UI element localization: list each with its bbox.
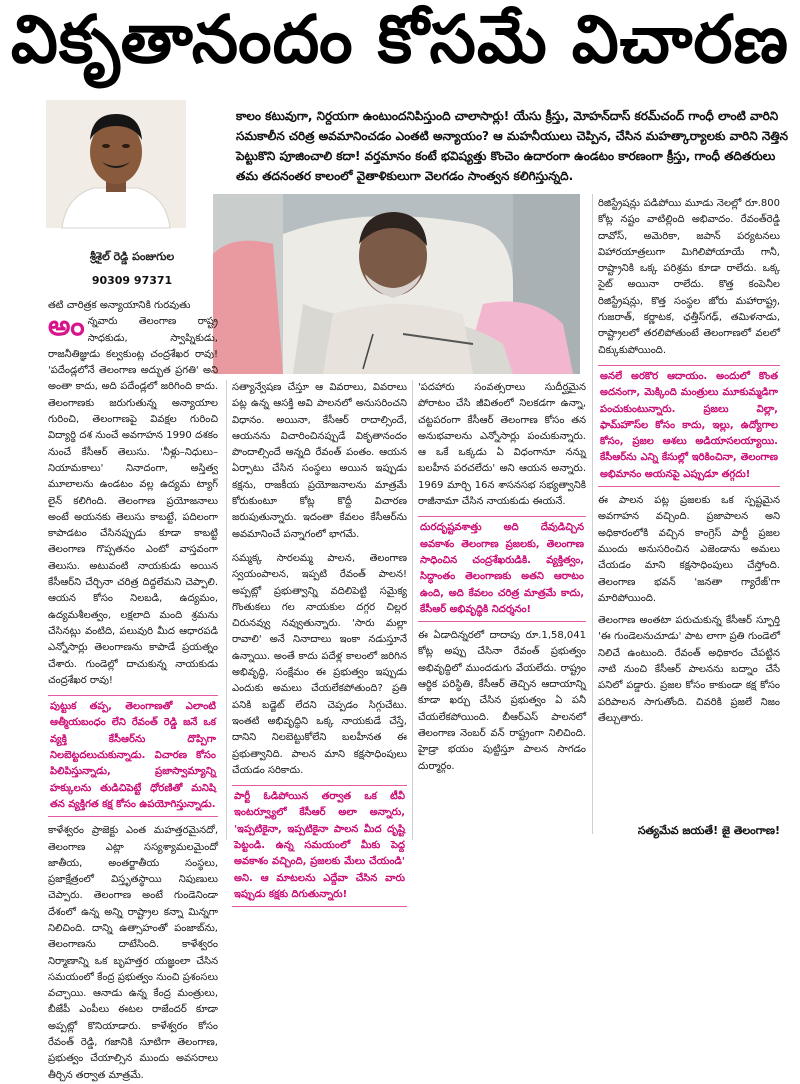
column-divider bbox=[592, 194, 593, 834]
column-3-pull-quote: దురదృష్టవశాత్తు అది దేవుడిచ్చిన అవకాశం తెలంగాణ ప్రజలకు, తెలంగాణ సాధించిన చంద్రశేఖరుడికి. వ్యక్తిత్వం, సిద్ధాంతం తెలంగాణకు అతని ఆరాటం ఉంది, అది కేవలం చరిత్ర మాత్రమే కాదు, కేసీఆర్ అభివృద్ధికి నిదర్శనం! bbox=[418, 516, 586, 622]
column-4 bbox=[598, 196, 780, 727]
article-signoff: సత్యమేవ జయతే! జై తెలంగాణ! bbox=[637, 824, 780, 837]
column-4-paragraph-1: రిజిస్ట్రేషన్లు పడిపోయి మూడు నెలల్లో రూ.800 కోట్ల నష్టం వాటిల్లింది అభివాదం. రేవంత్‌రెడ్డి దావోస్, అమెరికా, జపాన్ పర్యటనలు విహారయాత్రలుగా మిగిలిపోయాయే గానీ, రాష్ట్రానికి ఒక్క పరిశ్రమ కూడా రాలేదు. ఒక్క సైట్ అయినా రాలేదు. కొత్త కంపెనీల రిజిస్ట్రేషన్లు, కొత్త సంస్థల జోరు మహారాష్ట్ర, గుజరాత్, కర్ణాటక, ఛత్తీస్‌గఢ్, తమిళనాడు, రాష్ట్రాలలో తరలిపోతుంటే తెలంగాణలో వలలో చిక్కుకుపోయింది. bbox=[598, 198, 780, 356]
column-3-paragraph-1: 'పదహారు సంవత్సరాలు సుదీర్ఘమైన పోరాటం చేసి జీవితంలో నిలకడగా ఉన్నా, చట్టపరంగా కేసీఆర్ తెలంగాణ కోసం తన అనుభవాలను ఎన్నోసార్లు పంచుకున్నారు. ఆ ఒకే ఒక్కడు ఏ విధంగానూ నన్ను బలహీన పరచలేదు' అని ఆయన అన్నారు. 1969 మార్చి 16న శాసనసభ సభ్యత్వానికి రాజీనామా చేసిన నాయకుడు ఈయనే. bbox=[418, 382, 586, 508]
column-2-paragraph-2: సమ్మక్క సారలమ్మ పాలన, తెలంగాణ స్వయంపాలన, ఇప్పటి రేవంత్ పాలన! అప్పట్లో ప్రభుత్వాన్ని వదిలిపెట్టి సమైక్య గొంతుకలు గల నాయకుల దగ్గర చిల్లర చిరునవ్వు నవ్వుతున్నారు. 'సారు మల్లా రావాలి' అనే నినాదాలు ఇంకా నడుస్తూనే ఉన్నాయి. అంతే కాదు పదేళ్ల కాలంలో జరిగిన అభివృద్ధి, సంక్షేమం ఈ ప్రభుత్వం ఇప్పుడు ఎందుకు అమలు చేయలేకపోతుంది? ప్రతి పనికి బడ్జెట్ లేదని చెప్పడం సిగ్గుచేటు. ఇంతటి అభివృద్ధిని ఒక్క నాయకుడే చేస్తే, దానిని నిలబెట్టుకోలేని బలహీనత ఈ ప్రభుత్వానిది. పాలన మాని కక్షసాధింపులు చేయడం సరికాదు. bbox=[232, 552, 407, 776]
column-4-pull-quote: అనలే అరకొర ఆదాయం. అందులో కొంత అదనంగా, మెక్కింది మంత్రులు మూకుమ్మడిగా పంచుకుంటున్నారు. ప్రజలు విల్లా, ఫామ్‌హౌస్‌ల కోసం కాదు, ఇల్లు, ఉద్యోగాల కోసం, ప్రజల ఆశలు అడియాసలయ్యాయి. కేసీఆర్‌ను ఎన్ని కేసుల్లో ఇరికించినా, తెలంగాణ అభిమానం అయనపై ఎప్పుడూ తగ్గదు! bbox=[598, 365, 780, 487]
column-2-pull-quote: పార్టీ ఓడిపోయిన తర్వాత ఒక టీవీ ఇంటర్వ్యూలో కేసీఆర్ అలా అన్నారు, 'ఇప్పటికైనా, ఇప్పటికైనా పాలన మీద దృష్టి పెట్టండి. ఉన్న సమయంలో మీకు పెద్ద అవకాశం వచ్చింది, ప్రజలకు మేలు చేయండి' అని. ఆ మాటలను ఎద్దేవా చేసిన వారు ఇప్పుడు కక్షకు దిగుతున్నారు! bbox=[232, 785, 407, 907]
column-divider bbox=[226, 380, 227, 840]
drop-cap: అం bbox=[48, 309, 85, 343]
column-1 bbox=[48, 298, 218, 1081]
author-name: శ్రీశైల్ రెడ్డి పంజుగుల bbox=[89, 250, 175, 263]
article-deck: కాలం కటువుగా, నిర్దయగా ఉంటుందనిపిస్తుంది చాలాసార్లు! యేసు క్రీస్తు, మోహన్‌దాస్ కరమ్‌చంద్ గాంధీ లాంటి వారిని సమకాలీన చరిత్ర అవమానించడం ఎంతటి అన్యాయం? ఆ మహనీయులు చెప్పిన, చేసిన మహత్కార్యాలకు వారిని నెత్తిన పెట్టుకొని పూజించాలి కదా! వర్తమానం కంటే భవిష్యత్తు కొంచెం ఉదారంగా ఉండటం కారణంగా క్రీస్తు, గాంధీ తదితరులు తమ తదనంతర కాలంలో వైతాళికులుగా వెలగడం సాంత్వన కలిగిస్తున్నది. bbox=[236, 109, 789, 183]
column-4-paragraph-3: తెలంగాణ అంతటా పరుచుకున్న కేసీఆర్ స్ఫూర్తి 'ఈ గుండెలనుచూడు' పాట లాగా ప్రతి గుండెలో నిలిచే ఉంటుంది. రేవంత్ అధికారం చేపట్టిన నాటి నుంచి కేసీఆర్ పాలనను బద్నాం చేసే పనిలో పడ్డారు. ప్రజల కోసం కాకుండా కక్ష కోసం పరిపాలన సాగుతోంది. చివరికి ప్రజలే నిజం తేల్చుతారు. bbox=[598, 615, 780, 724]
byline bbox=[52, 250, 212, 287]
column-2-paragraph-1: సత్యాన్వేషణ చేస్తూ ఆ వివరాలు, వివరాలు పట్ల ఉన్న ఆసక్తి అవి పాలనలో అనుసరించని విధానం. అయినా, కేసీఆర్ రాదాల్సిందే, ఆయనను విచారించినప్పుడే వికృతానందం పొందాల్సిందే అన్నది రేవంత్ పంతం. ఆయన ఏర్పాటు చేసిన సంస్థలు అయిన ఇప్పుడు కక్షను, రాజకీయ ప్రయోజనాలను మాత్రమే కోరుకుంటూ కోట్ల కొద్దీ విచారణ జరుపుతున్నారు. ఇదంతా కేవలం కేసీఆర్‌ను అవమానించే పన్నాగంలో భాగమే. bbox=[232, 382, 407, 540]
author-photo bbox=[46, 100, 186, 228]
column-4-paragraph-2: ఈ పాలన పట్ల ప్రజలకు ఒక స్పష్టమైన అవగాహన వచ్చింది. ప్రజాపాలన అని అధికారంలోకి వచ్చిన కాంగ్రెస్ పార్టీ ప్రజల ముందు అనుసరించిన ఎజెండాను అమలు చేయడం మాని కక్షసాధింపులు చేస్తోంది. తెలంగాణ భవన్ 'జనతా గ్యారేజ్'గా మారిపోయింది. bbox=[598, 495, 780, 604]
column-3-paragraph-2: ఈ ఏడాదిన్నరలో దాదాపు రూ.1,58,041 కోట్ల అప్పు చేసినా రేవంత్ ప్రభుత్వం అభివృద్ధిలో ముందడుగు వేయలేదు. రాష్ట్రం ఆర్థిక పరిస్థితి, కేసీఆర్ తెచ్చిన ఆదాయాన్ని కూడా ఖర్చు చేసిన ప్రభుత్వం ఏ పనీ చేయలేకపోయింది. బీఆర్ఎస్ పాలనలో తెలంగాణ నెంబర్ వన్ రాష్ట్రంగా నిలిచింది. హైడ్రా భయం పుట్టిస్తూ పాలన సాగడం దుర్మార్గం. bbox=[418, 630, 586, 772]
column-2 bbox=[232, 380, 407, 900]
column-1-intro: తటి చారిత్రక అన్యాయానికి గురవుతు bbox=[48, 300, 191, 311]
hospital-photo bbox=[213, 194, 580, 374]
column-1-pull-quote: పుట్టుక తప్ప, తెలంగాణతో ఎలాంటి ఆత్మీయబంధం లేని రేవంత్ రెడ్డి జనే ఒక వ్యక్తి కేసీఆర్‌ను దొప్పిగా నిలబెట్టదలుచుకున్నాడు. విచారణ కోసం పిలిపిస్తున్నాడు, ప్రజాస్వామ్యాన్ని హక్కులను తుడిచిపెట్టే ధోరణితో మనిషి తన వ్యక్తిగత కక్ష కోసం ఉపయోగిస్తున్నాడు. bbox=[48, 695, 218, 817]
column-divider bbox=[412, 380, 413, 840]
author-phone: 90309 97371 bbox=[91, 274, 173, 287]
column-1-paragraph-2: కాళేశ్వరం ప్రాజెక్టు ఎంత మహత్తరమైనదో, తెలంగాణ ఎట్లా సస్యశ్యామలమైందో జాతీయ, అంతర్జాతీయ సంస్థలు, ప్రజాక్షేత్రంలో విస్తృతస్థాయి నిపుణులు చెప్పారు. తెలంగాణ అంటే గుండెనిండా దేశంలో ఉన్న అన్ని రాష్ట్రాల కన్నా మిన్నగా నిలిచింది. దాన్ని ఉత్సాహంతో పంజాబ్‌ను, తెలంగాణను దాటేసింది. కాళేశ్వరం నిర్మాణాన్ని ఒక బృహత్తర యజ్ఞంలా చేసిన సమయంలో కేంద్ర ప్రభుత్వం నుంచి ప్రశంసలు వచ్చాయి. ఆనాడు ఉన్న కేంద్ర మంత్రులు, బీజేపీ ఎంపీలు ఈటల రాజేందర్ కూడా అప్పట్లో కొనియాడారు. కాళేశ్వరం కోసం రేవంత్ రెడ్డి, గజానికి సూటిగా తెలంగాణ, ప్రభుత్వం చేయాల్సిన ముందు అవసరాలు తీర్చిన తర్వాత మాత్రమే. bbox=[48, 825, 218, 1081]
column-3 bbox=[418, 380, 586, 775]
column-1-paragraph-1: న్నవారు తెలంగాణ రాష్ట్ర సాధకుడు, స్వాప్నికుడు, రాజనీతిజ్ఞుడు కల్వకుంట్ల చంద్రశేఖర రావు! 'పదేండ్లలోనే తెలంగాణ అద్భుత ప్రగతి' అని అంతా కాదు, అది పదేండ్లలో జరిగింది కాదు. తెలంగాణకు జరుగుతున్న అన్యాయాల గురించి, తెలంగాణపై వివక్షల గురించి విద్యార్థి దశ నుంచే అవగాహన 1990 దశకం నుంచే కేసీఆర్ తెలుసు. 'నీళ్లు–నిధులు–నియామకాలు' నినాదంగా, అస్తిత్వ మూలాలను ఉండటం వల్ల ఉద్యమ ట్యాగ్ లైన్ కలిగింది. తెలంగాణ ప్రయోజనాలు అంటే అయనకు తెలుసు కాబట్టే, పదిలంగా కాపాడటం చేసినప్పుడు కూడా కాబట్టి తెలంగాణ గొప్పతనం ఎంటో వాస్తవంగా తెలుసు. అటువంటి నాయకుడు అయిన కేసీఆర్‌ని చేర్చినా చరిత్ర దిద్దలేమని చెప్పాలి. ఆయన కోసం నిలబడి, ఉద్యమం, ఉద్యమశీలత్వం, లక్షలాది మంది శ్రమను చేసినట్లు వంటిది, పలువురి మీద ఆధారపడి ఎన్నోసార్లు తెలంగాణను కాపాడే ప్రయత్నం చేశారు. గుండెల్లో దాచుకున్న నాయకుడు చంద్రశేఖర రావు! bbox=[48, 316, 218, 686]
headline: వికృతానందం కోసమే విచారణ bbox=[10, 0, 790, 78]
